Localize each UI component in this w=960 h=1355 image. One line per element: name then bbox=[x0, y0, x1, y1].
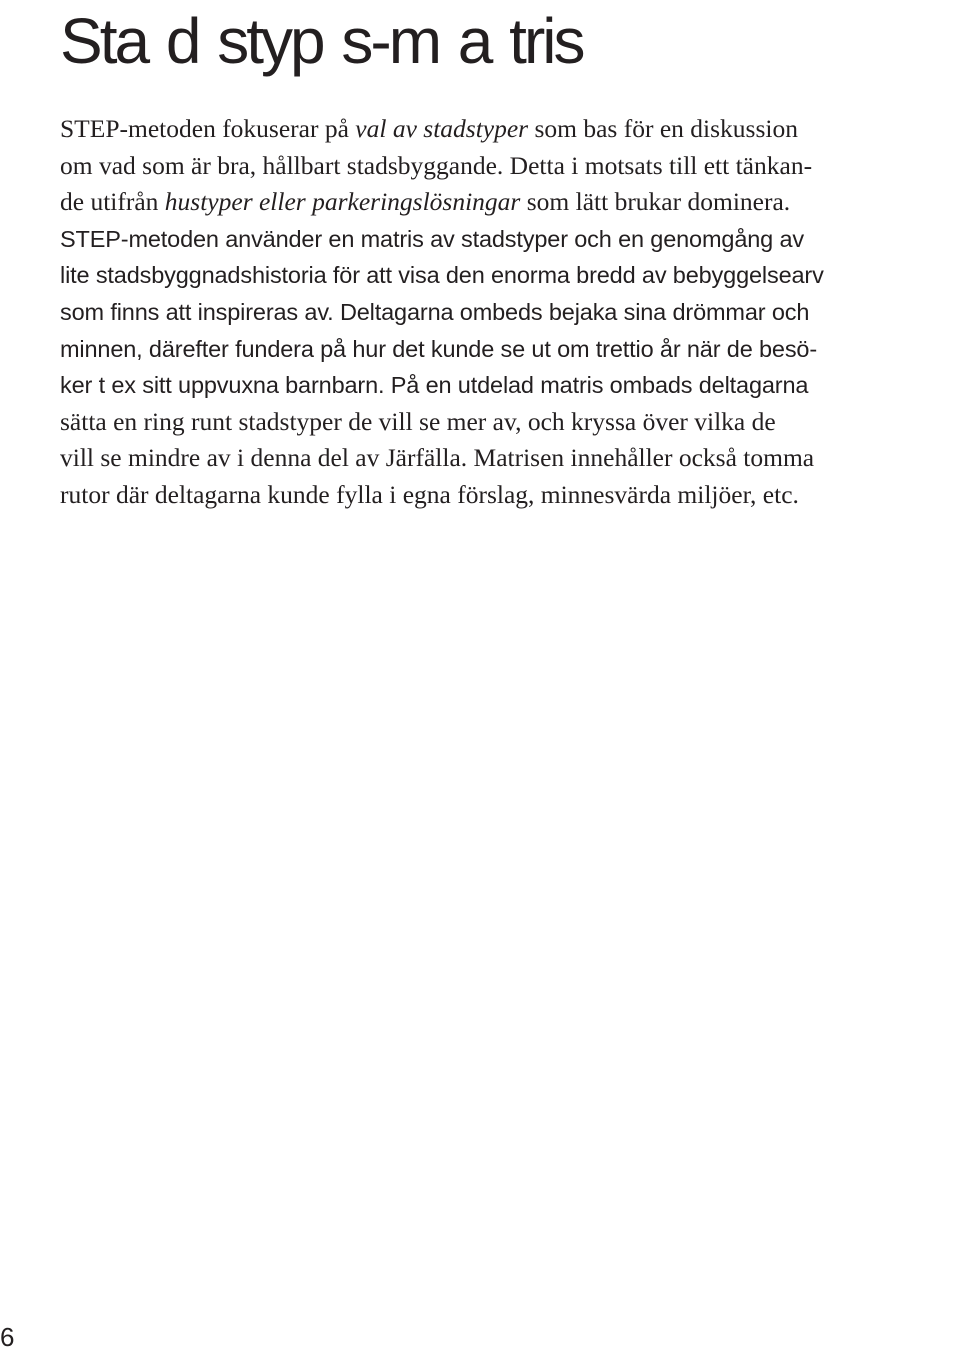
text-run: de utifrån bbox=[60, 187, 165, 217]
text-line-5: lite stadsbyggnadshistoria för att visa den enorma bredd av bebyggelsearv bbox=[60, 262, 824, 289]
text-line-4: STEP-metoden använder en matris av stadstyper och en genomgång av bbox=[60, 225, 804, 252]
text-line-8: ker t ex sitt uppvuxna barnbarn. På en utdelad matris ombads deltagarna bbox=[60, 372, 809, 399]
text-run: som lätt brukar dominera. bbox=[520, 187, 791, 217]
text-line-10: vill se mindre av i denna del av Järfälla. Matrisen innehåller också tomma bbox=[60, 443, 815, 473]
text-line-2: om vad som är bra, hållbart stadsbyggande. Detta i motsats till ett tänkan- bbox=[60, 150, 813, 180]
text-line-11: rutor där deltagarna kunde fylla i egna förslag, minnesvärda miljöer, etc. bbox=[60, 479, 799, 509]
text-run: som finns att inspireras av. bbox=[60, 298, 334, 325]
italic-run: hustyper eller parkeringslösningar bbox=[164, 187, 521, 217]
text-line-9: sätta en ring runt stadstyper de vill se mer av, och kryssa över vilka de bbox=[60, 406, 776, 436]
text-line-1 bbox=[60, 111, 960, 148]
page-title: Sta d styp s-m a tris bbox=[60, 5, 583, 77]
text-run: Deltagarna ombeds bejaka sina drömmar och bbox=[333, 298, 810, 325]
italic-run: val av stadstyper bbox=[355, 114, 529, 143]
page-number: 6 bbox=[0, 1322, 15, 1352]
text-line-6 bbox=[60, 294, 960, 331]
text-run: som bas för en diskussion bbox=[528, 114, 798, 143]
text-run: STEP-metoden fokuserar på bbox=[60, 114, 356, 143]
text-line-7: minnen, därefter fundera på hur det kunde se ut om trettio år när de besö- bbox=[60, 335, 818, 362]
text-line-3 bbox=[60, 184, 960, 221]
body-paragraph bbox=[60, 111, 960, 514]
